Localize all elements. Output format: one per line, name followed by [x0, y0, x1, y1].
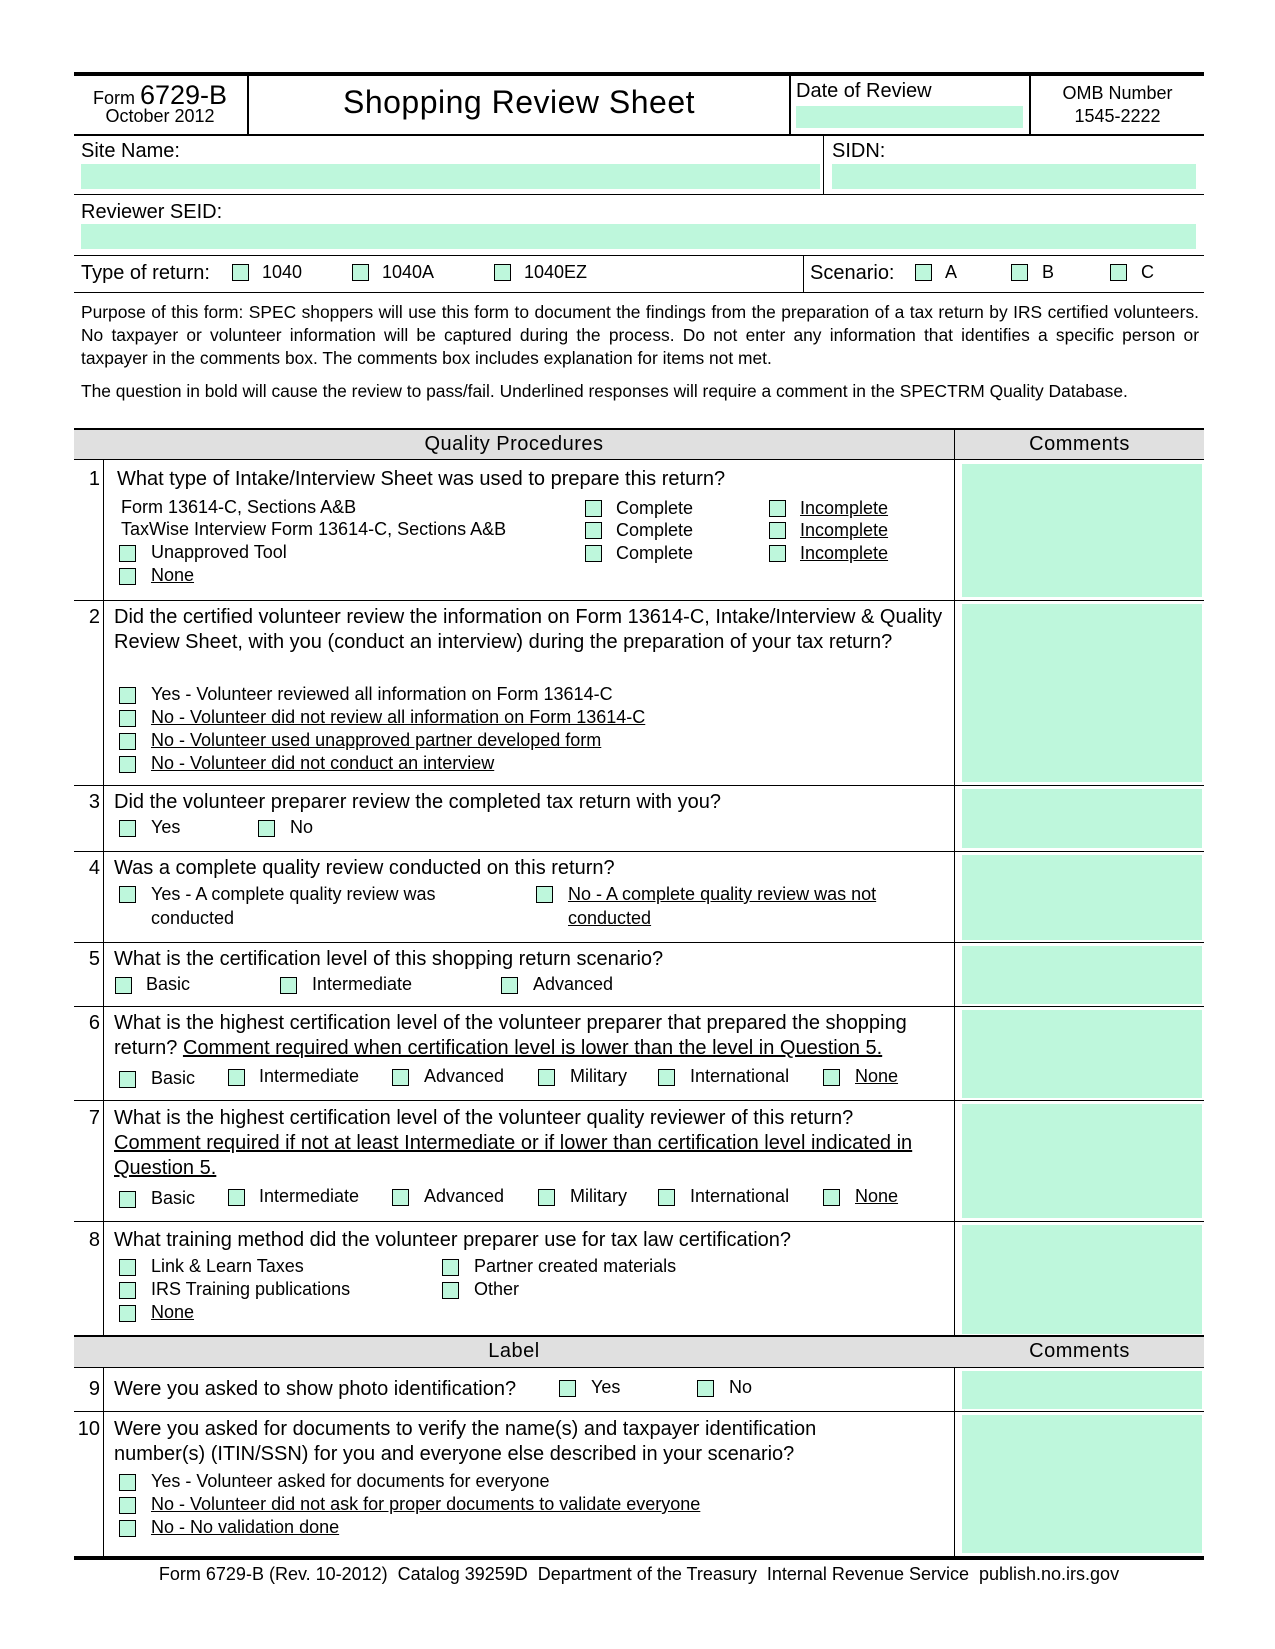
comment-field-q1[interactable]	[962, 464, 1202, 597]
option-scenario-c: C	[1141, 262, 1154, 282]
q1-row2-complete: Complete	[616, 520, 694, 540]
checkbox-1040ez[interactable]	[494, 264, 511, 281]
checkbox-q6-none[interactable]	[823, 1069, 840, 1086]
checkbox-q9-no[interactable]	[697, 1380, 714, 1397]
question-number: 9	[88, 1378, 100, 1400]
rule	[74, 1221, 1204, 1222]
q2-option-4: No - Volunteer did not conduct an interview	[151, 753, 495, 773]
comment-field-q5[interactable]	[962, 946, 1202, 1004]
quality-procedures-title: Quality Procedures	[424, 433, 604, 455]
divider	[823, 136, 824, 194]
q8-option-link-learn: Link & Learn Taxes	[151, 1256, 304, 1276]
q9-option-yes: Yes	[591, 1377, 621, 1397]
comment-field-q10[interactable]	[962, 1415, 1202, 1553]
omb-label: OMB Number	[1062, 83, 1173, 103]
question-6-comment-note: Comment required when certification level is lower than the level in Question 5.	[182, 1037, 883, 1059]
checkbox-q1-row1-complete[interactable]	[585, 500, 602, 517]
q3-option-no: No	[290, 817, 314, 837]
rule	[74, 459, 1204, 460]
scenario-label: Scenario:	[810, 262, 895, 284]
q1-option-row-1: Form 13614-C, Sections A&B	[121, 497, 357, 517]
checkbox-q7-international[interactable]	[658, 1189, 675, 1206]
label-section-title: Label	[488, 1340, 540, 1362]
question-1-text: What type of Intake/Interview Sheet was used to prepare this return?	[117, 468, 726, 490]
divider	[803, 255, 804, 293]
checkbox-scenario-b[interactable]	[1011, 264, 1028, 281]
checkbox-q6-advanced[interactable]	[392, 1069, 409, 1086]
omb-number: 1545-2222	[1074, 106, 1161, 126]
checkbox-1040a[interactable]	[352, 264, 369, 281]
q10-option-3: No - No validation done	[151, 1517, 340, 1537]
checkbox-q8-partner-materials[interactable]	[442, 1259, 459, 1276]
divider	[954, 429, 955, 1557]
q8-option-irs-publications: IRS Training publications	[151, 1279, 351, 1299]
q6-option-international: International	[690, 1066, 790, 1086]
reviewer-seid-field[interactable]	[81, 224, 1196, 249]
question-4-text: Was a complete quality review conducted on this return?	[114, 857, 615, 879]
comment-field-q4[interactable]	[962, 855, 1202, 940]
checkbox-q1-row2-incomplete[interactable]	[769, 522, 786, 539]
comment-field-q6[interactable]	[962, 1010, 1202, 1098]
q10-option-1: Yes - Volunteer asked for documents for everyone	[151, 1471, 550, 1491]
q1-option-row-2: TaxWise Interview Form 13614-C, Sections A&B	[121, 519, 507, 539]
site-name-field[interactable]	[81, 164, 820, 189]
checkbox-q1-row3-complete[interactable]	[585, 545, 602, 562]
option-1040ez: 1040EZ	[524, 262, 588, 282]
checkbox-q1-row2-complete[interactable]	[585, 522, 602, 539]
rule	[74, 942, 1204, 943]
form-date: October 2012	[105, 106, 215, 126]
question-8-text: What training method did the volunteer preparer use for tax law certification?	[114, 1229, 792, 1251]
question-6-block	[114, 1011, 950, 1061]
form-prefix: Form	[92, 88, 135, 108]
reviewer-seid-label: Reviewer SEID:	[81, 201, 223, 223]
question-number: 1	[88, 468, 100, 490]
rule	[74, 194, 1204, 195]
q7-option-international: International	[690, 1186, 790, 1206]
checkbox-q1-none[interactable]	[119, 568, 136, 585]
q7-option-none: None	[855, 1186, 899, 1206]
comments-header-2: Comments	[1029, 1340, 1130, 1362]
comment-field-q8[interactable]	[962, 1225, 1202, 1334]
rule	[74, 1367, 1204, 1368]
q7-option-intermediate: Intermediate	[259, 1186, 360, 1206]
q7-option-military: Military	[570, 1186, 627, 1206]
checkbox-q2-no-interview[interactable]	[119, 756, 136, 773]
checkbox-q1-row3-incomplete[interactable]	[769, 545, 786, 562]
q9-option-no: No	[729, 1377, 753, 1397]
checkbox-scenario-a[interactable]	[915, 264, 932, 281]
q1-row3-complete: Complete	[616, 543, 694, 563]
q1-option-none: None	[151, 565, 195, 585]
checkbox-q5-advanced[interactable]	[501, 977, 518, 994]
sidn-field[interactable]	[832, 164, 1196, 189]
checkbox-q10-no-proper[interactable]	[119, 1497, 136, 1514]
option-1040a: 1040A	[382, 262, 435, 282]
q1-option-unapproved: Unapproved Tool	[151, 542, 287, 562]
checkbox-q5-intermediate[interactable]	[280, 977, 297, 994]
checkbox-q7-advanced[interactable]	[392, 1189, 409, 1206]
q8-option-none: None	[151, 1302, 195, 1322]
q6-option-basic: Basic	[151, 1068, 196, 1088]
form-number: 6729-B	[139, 80, 228, 110]
question-7-text: What is the highest certification level of the volunteer quality reviewer of this return?	[114, 1107, 854, 1129]
rule	[74, 1411, 1204, 1412]
rule	[74, 600, 1204, 601]
q3-option-yes: Yes	[151, 817, 181, 837]
q7-option-advanced: Advanced	[424, 1186, 505, 1206]
checkbox-q9-yes[interactable]	[559, 1380, 576, 1397]
checkbox-q3-no[interactable]	[258, 820, 275, 837]
checkbox-q6-basic[interactable]	[119, 1071, 136, 1088]
question-7-comment-note: Comment required if not at least Intermediate or if lower than certification level indicated in Question 5.	[114, 1132, 913, 1179]
q5-option-basic: Basic	[146, 974, 191, 994]
type-of-return-label: Type of return:	[81, 262, 210, 284]
question-number: 8	[88, 1229, 100, 1251]
q5-option-advanced: Advanced	[533, 974, 614, 994]
checkbox-q2-no-unapproved[interactable]	[119, 733, 136, 750]
checkbox-q2-no-review[interactable]	[119, 710, 136, 727]
comments-header: Comments	[1029, 433, 1130, 455]
q10-option-2: No - Volunteer did not ask for proper documents to validate everyone	[151, 1494, 701, 1514]
rule	[74, 1006, 1204, 1007]
option-scenario-b: B	[1042, 262, 1055, 282]
question-3-text: Did the volunteer preparer review the completed tax return with you?	[114, 791, 721, 813]
q4-option-yes: Yes - A complete quality review was conducted	[151, 884, 436, 928]
q1-row1-incomplete: Incomplete	[800, 498, 889, 518]
checkbox-q1-row1-incomplete[interactable]	[769, 500, 786, 517]
date-of-review-label: Date of Review	[796, 80, 932, 102]
divider	[103, 1367, 104, 1557]
question-7-block	[114, 1106, 929, 1181]
checkbox-q7-military[interactable]	[538, 1189, 555, 1206]
checkbox-q6-intermediate[interactable]	[228, 1069, 245, 1086]
question-10-text: Were you asked for documents to verify the name(s) and taxpayer identification number(s) (ITIN/SSN) for you and everyone else described in your scenario?	[114, 1418, 817, 1465]
rule	[74, 292, 1204, 293]
divider	[103, 459, 104, 1335]
bottom-rule	[74, 1556, 1204, 1560]
question-number: 3	[88, 791, 100, 813]
checkbox-q4-yes[interactable]	[119, 886, 136, 903]
checkbox-q5-basic[interactable]	[115, 977, 132, 994]
checkbox-q3-yes[interactable]	[119, 820, 136, 837]
q6-option-advanced: Advanced	[424, 1066, 505, 1086]
checkbox-q10-no-validation[interactable]	[119, 1520, 136, 1537]
checkbox-1040[interactable]	[232, 264, 249, 281]
top-rule	[74, 72, 1204, 76]
checkbox-q10-yes[interactable]	[119, 1474, 136, 1491]
checkbox-q7-intermediate[interactable]	[228, 1189, 245, 1206]
rule	[74, 1100, 1204, 1101]
question-9-text: Were you asked to show photo identification?	[114, 1378, 517, 1400]
q7-option-basic: Basic	[151, 1188, 196, 1208]
rule	[74, 785, 1204, 786]
question-number: 5	[88, 948, 100, 970]
comment-field-q7[interactable]	[962, 1104, 1202, 1218]
checkbox-q1-unapproved[interactable]	[119, 545, 136, 562]
form-id-block	[74, 80, 246, 125]
comment-field-q2[interactable]	[962, 604, 1202, 782]
checkbox-q8-none[interactable]	[119, 1305, 136, 1322]
q6-option-military: Military	[570, 1066, 627, 1086]
page-title: Shopping Review Sheet	[342, 84, 696, 120]
option-1040: 1040	[262, 262, 303, 282]
divider	[789, 74, 791, 136]
q8-option-other: Other	[474, 1279, 520, 1299]
checkbox-q8-irs-publications[interactable]	[119, 1282, 136, 1299]
page-footer: Form 6729-B (Rev. 10-2012) Catalog 39259D Department of the Treasury Internal Revenue Service publish.no.irs.gov	[158, 1564, 1120, 1584]
checkbox-q6-international[interactable]	[658, 1069, 675, 1086]
q6-option-none: None	[855, 1066, 899, 1086]
omb-block	[1031, 82, 1204, 128]
rule	[74, 255, 1204, 256]
checkbox-q8-link-learn[interactable]	[119, 1259, 136, 1276]
sidn-label: SIDN:	[832, 140, 886, 162]
instruction-note: The question in bold will cause the review to pass/fail. Underlined responses will require a comment in the SPECTRM Quality Database.	[81, 381, 1128, 401]
checkbox-q7-none[interactable]	[823, 1189, 840, 1206]
question-number: 7	[88, 1107, 100, 1129]
q2-option-3: No - Volunteer used unapproved partner developed form	[151, 730, 602, 750]
comment-field-q9[interactable]	[962, 1371, 1202, 1409]
checkbox-scenario-c[interactable]	[1110, 264, 1127, 281]
question-number: 10	[77, 1418, 100, 1440]
checkbox-q8-other[interactable]	[442, 1282, 459, 1299]
q5-option-intermediate: Intermediate	[312, 974, 413, 994]
q2-option-2: No - Volunteer did not review all information on Form 13614-C	[151, 707, 646, 727]
site-name-label: Site Name:	[81, 140, 180, 162]
q1-row2-incomplete: Incomplete	[800, 520, 889, 540]
checkbox-q2-yes[interactable]	[119, 687, 136, 704]
q6-option-intermediate: Intermediate	[259, 1066, 360, 1086]
question-6-text: What is the highest certification level of the volunteer preparer that prepared the shopping return?	[114, 1012, 907, 1059]
checkbox-q4-no[interactable]	[536, 886, 553, 903]
q1-row3-incomplete: Incomplete	[800, 543, 889, 563]
date-of-review-field[interactable]	[796, 106, 1023, 128]
q4-option-no: No - A complete quality review was not conducted	[568, 884, 877, 928]
question-2-text: Did the certified volunteer review the information on Form 13614-C, Intake/Interview & Quality Review Sheet, with you (conduct an interview) during the preparation of your tax return?	[114, 606, 943, 653]
checkbox-q6-military[interactable]	[538, 1069, 555, 1086]
purpose-text: Purpose of this form: SPEC shoppers will use this form to document the findings from the preparation of a tax return by IRS certified volunteers. No taxpayer or volunteer information will be captured during the process. Do not enter any information that identifies a specific person or taxpayer in the comments box. The comments box includes explanation for items not met.	[81, 302, 1199, 368]
q8-option-partner-materials: Partner created materials	[474, 1256, 677, 1276]
question-5-text: What is the certification level of this shopping return scenario?	[114, 948, 664, 970]
header-bottom-rule	[74, 134, 1204, 136]
option-scenario-a: A	[945, 262, 958, 282]
question-number: 4	[88, 857, 100, 879]
q1-row1-complete: Complete	[616, 498, 694, 518]
checkbox-q7-basic[interactable]	[119, 1191, 136, 1208]
q2-option-1: Yes - Volunteer reviewed all information on Form 13614-C	[151, 684, 613, 704]
rule	[74, 851, 1204, 852]
question-number: 6	[88, 1012, 100, 1034]
comment-field-q3[interactable]	[962, 789, 1202, 848]
question-number: 2	[88, 606, 100, 628]
